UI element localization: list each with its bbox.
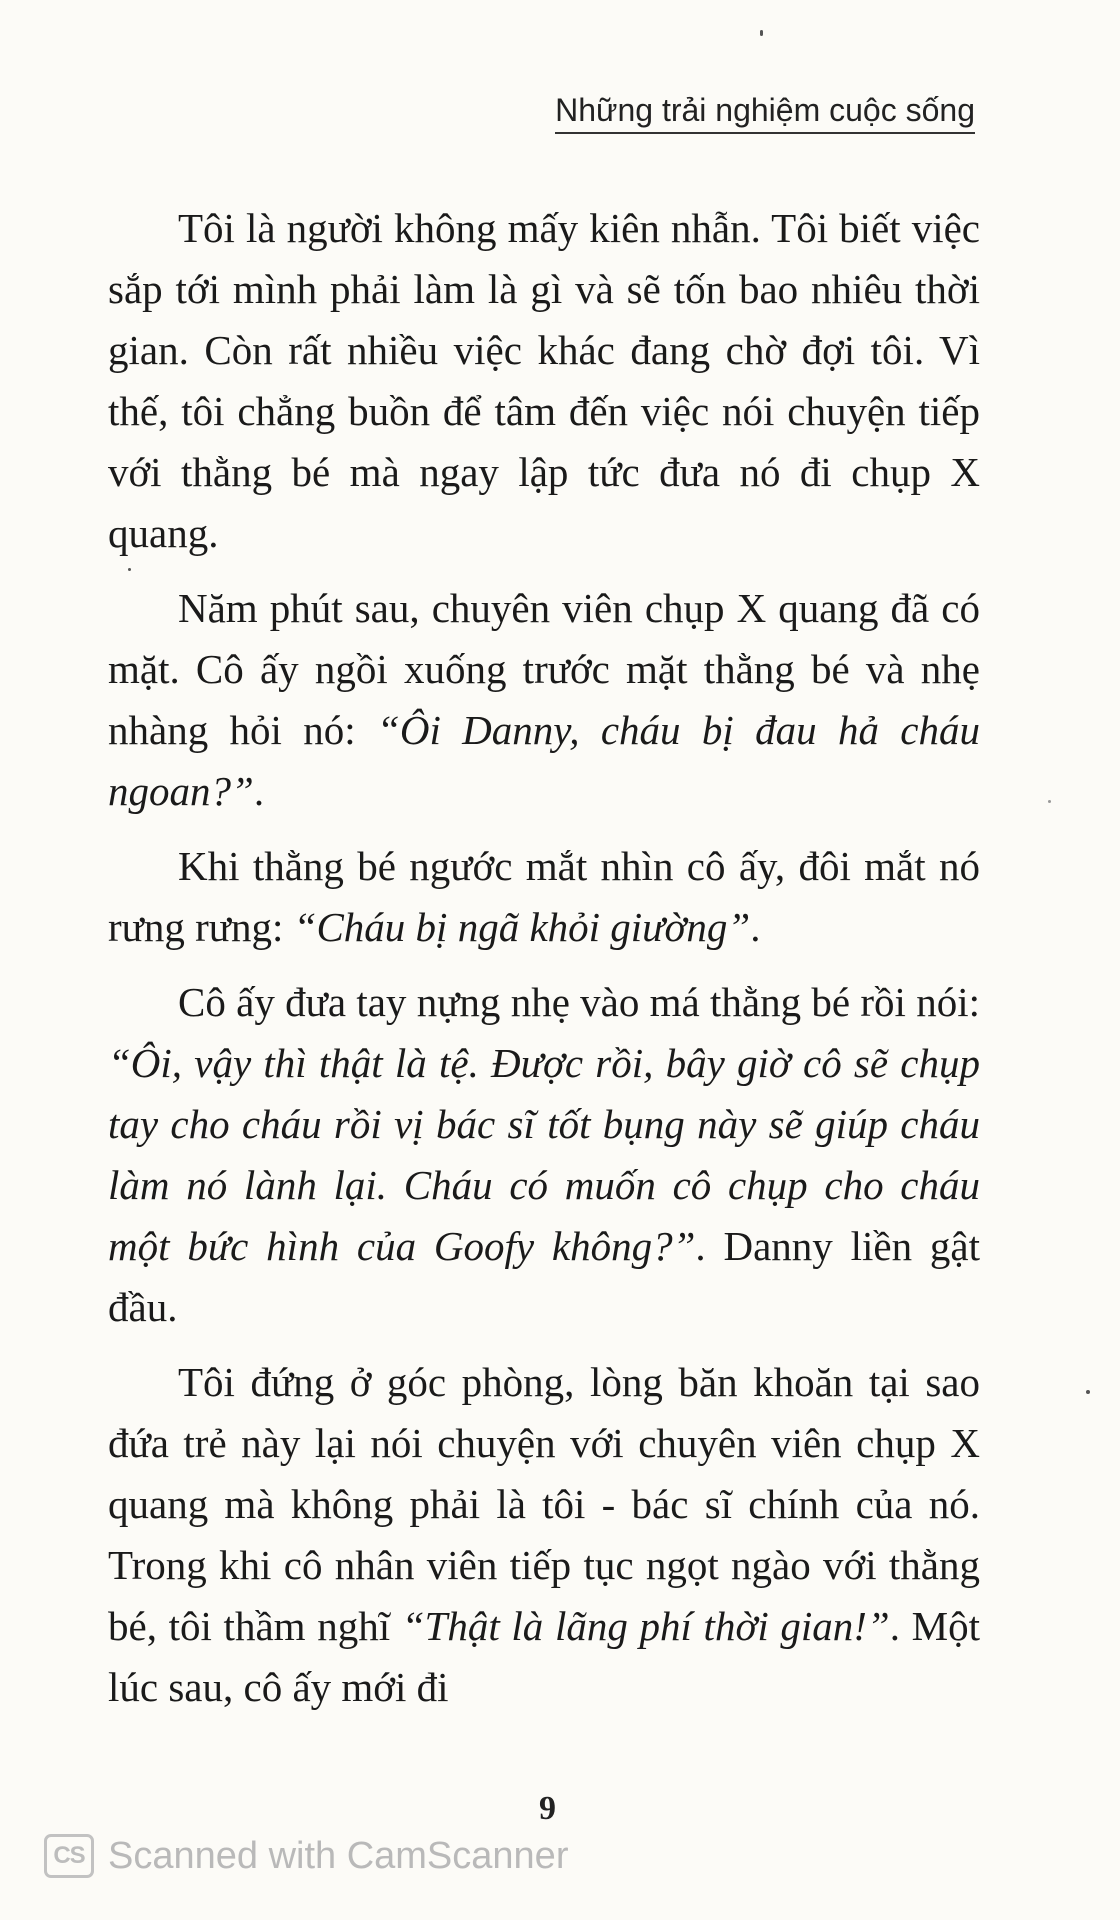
paragraph-2-quote: “Ôi Danny, cháu bị đau hả cháu ngoan?” [108,707,980,814]
paragraph-2-text: Năm phút sau, chuyên viên chụp X quang đã có mặt. Cô ấy ngồi xuống trước mặt thằng bé và nhẹ nhàng hỏi nó: [108,585,980,753]
paragraph-3 [108,836,980,958]
paragraph-1 [108,198,980,564]
paragraph-3-end: . [750,904,761,950]
camscanner-logo-icon: CS [44,1834,94,1878]
paragraph-4-text: Cô ấy đưa tay nựng nhẹ vào má thằng bé rồi nói: [178,979,980,1025]
paragraph-2-end: . [253,768,265,814]
watermark-text: Scanned with CamScanner [108,1834,569,1877]
paragraph-1-text: Tôi là người không mấy kiên nhẫn. Tôi biết việc sắp tới mình phải làm là gì và sẽ tốn bao nhiêu thời gian. Còn rất nhiều việc khác đang chờ đợi tôi. Vì thế, tôi chẳng buồn để tâm đến việc nói chuyện tiếp với thằng bé mà ngay lập tức đưa nó đi chụp X quang. [108,205,980,556]
scan-speck [1048,800,1051,803]
running-header: Những trải nghiệm cuộc sống [555,92,975,134]
paragraph-4-end: . Danny liền gật đầu. [108,1223,980,1330]
scan-speck [1086,1390,1090,1394]
scan-speck [760,30,763,36]
paragraph-4-quote: “Ôi, vậy thì thật là tệ. Được rồi, bây giờ cô sẽ chụp tay cho cháu rồi vị bác sĩ tốt bụng này sẽ giúp cháu làm nó lành lại. Cháu có muốn cô chụp cho cháu một bức hình của Goofy không?” [108,1040,980,1269]
paragraph-3-quote: “Cháu bị ngã khỏi giường” [293,904,751,950]
paragraph-2 [108,578,980,822]
paragraph-5-end: . Một lúc sau, cô ấy mới đi [108,1603,980,1710]
paragraph-5-text: Tôi đứng ở góc phòng, lòng băn khoăn tại sao đứa trẻ này lại nói chuyện với chuyên viên chụp X quang mà không phải là tôi - bác sĩ chính của nó. Trong khi cô nhân viên tiếp tục ngọt ngào với thằng bé, tôi thầm nghĩ [108,1359,980,1649]
body-text [108,198,980,1736]
page-number: 9 [539,1790,556,1827]
camscanner-watermark [44,1834,568,1878]
paragraph-5 [108,1352,980,1718]
paragraph-5-quote: “Thật là lãng phí thời gian!” [401,1603,890,1649]
paragraph-4 [108,972,980,1338]
paragraph-3-text: Khi thằng bé ngước mắt nhìn cô ấy, đôi mắt nó rưng rưng: [108,843,980,950]
scan-speck [128,568,131,571]
